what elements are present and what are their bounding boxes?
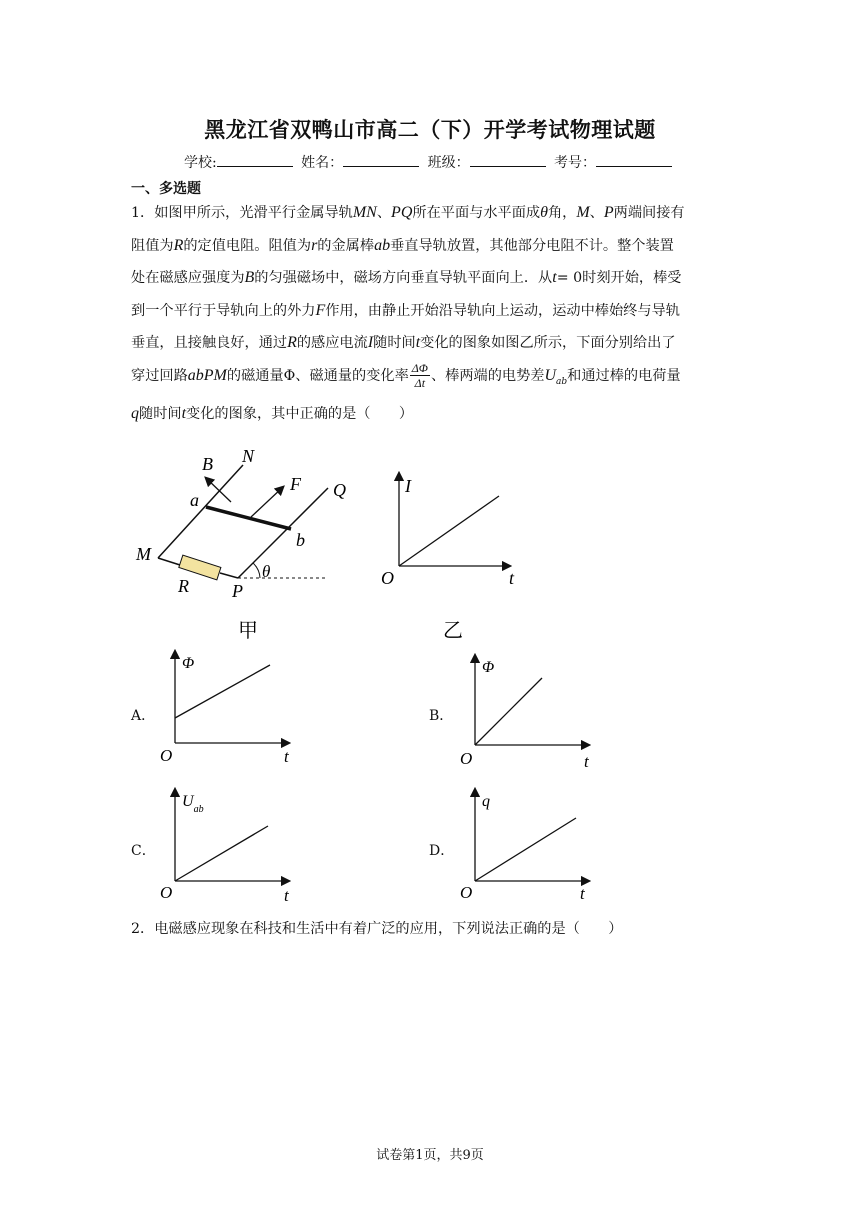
y-label: Φ (482, 659, 495, 676)
student-info-line (0, 152, 860, 172)
rail-pq (238, 488, 328, 578)
q1-line-5: 垂直，且接触良好，通过R的感应电流I随时间t变化的图象如图乙所示，下面分别给出了 (131, 334, 676, 351)
label-a: a (190, 490, 199, 510)
x-label: t (584, 752, 589, 771)
label-b: B (202, 454, 213, 474)
x-label: t (284, 747, 289, 766)
rod-ab (206, 507, 291, 529)
option-d-graph[interactable] (458, 786, 598, 906)
voltage-line (175, 826, 268, 881)
origin-label: O (381, 568, 394, 588)
q1-line-6: 穿过回路abPM的磁通量Φ、磁通量的变化率 $\frac{\Delta\Phi}{\Delta t}$ 、棒两端的电势差$U_{ab}$和通过棒的电荷量 (131, 361, 681, 390)
label-q: Q (333, 480, 346, 500)
label-n: N (242, 446, 255, 466)
flux-line (475, 678, 542, 745)
label-r: R (178, 576, 189, 596)
school-label: 学校: (183, 155, 217, 171)
label-b-end: b (296, 530, 305, 550)
origin-label: O (460, 883, 473, 902)
force-f-arrow (251, 487, 283, 517)
caption-yi: 乙 (443, 620, 463, 642)
x-label: t (284, 886, 289, 905)
flux-rate-fraction: $\frac{\Delta\Phi}{\Delta t}$ (411, 361, 428, 390)
y-label: I (405, 476, 411, 496)
option-a-graph[interactable] (158, 648, 298, 768)
section-heading: 一、多选题 (131, 181, 201, 197)
label-f: F (290, 474, 301, 494)
exam-number-label: 考号： (554, 155, 597, 171)
q1-line-2: 阻值为R的定值电阻。阻值为r的金属棒ab垂直导轨放置，其他部分电阻不计。整个装置 (131, 236, 674, 254)
school-blank (217, 153, 293, 167)
figure-jia-rails-diagram (128, 440, 348, 645)
page-title: 黑龙江省双鸭山市高二（下）开学考试物理试题 (204, 118, 656, 142)
caption-jia: 甲 (238, 620, 258, 642)
question-1 (131, 197, 731, 430)
q1-line-7: q随时间t变化的图象，其中正确的是（ ） (131, 404, 414, 422)
q1-line-4: 到一个平行于导轨向上的外力F作用，由静止开始沿导轨向上运动，运动中棒始终与导轨 (131, 301, 680, 319)
y-label: Φ (182, 655, 195, 672)
class-label: 班级： (427, 155, 470, 171)
class-blank (470, 153, 546, 167)
x-label: t (580, 884, 585, 903)
charge-line (475, 818, 576, 881)
label-theta: θ (262, 562, 271, 581)
option-b-graph[interactable] (458, 652, 598, 772)
question-2: 2．电磁感应现象在科技和生活中有着广泛的应用，下列说法正确的是（ ） (131, 921, 623, 937)
origin-label: O (460, 749, 473, 768)
angle-arc (253, 563, 260, 578)
q1-line-1: 1．如图甲所示，光滑平行金属导轨MN、PQ所在平面与水平面成θ角，M、P两端间接有 (131, 204, 685, 221)
exam-number-blank (596, 153, 672, 167)
name-blank (343, 153, 419, 167)
page-footer: 试卷第1页，共9页 (376, 1148, 484, 1163)
option-d-label[interactable]: D． (429, 843, 455, 859)
x-label: t (509, 568, 515, 588)
label-m: M (136, 544, 151, 564)
origin-label: O (160, 746, 173, 765)
name-label: 姓名： (301, 155, 344, 171)
q1-line-3: 处在磁感应强度为B的匀强磁场中，磁场方向垂直导轨平面向上．从t= 0时刻开始，棒受 (131, 269, 682, 286)
option-c-label[interactable]: C． (131, 843, 156, 859)
figure-yi-current-graph (375, 470, 535, 642)
y-label: q (482, 793, 490, 810)
origin-label: O (160, 883, 173, 902)
y-label: $U_{ab}$ (182, 793, 204, 815)
label-p: P (232, 581, 243, 601)
current-line (399, 496, 499, 566)
option-a-label[interactable]: A． (131, 708, 156, 724)
option-c-graph[interactable] (158, 786, 298, 906)
flux-line (175, 665, 270, 718)
option-b-label[interactable]: B． (429, 708, 454, 724)
